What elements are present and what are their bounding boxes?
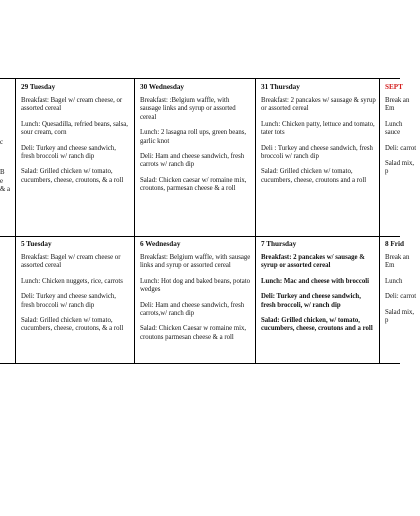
day-heading: SEPT xyxy=(385,83,403,91)
day-cell-friday-8-partial xyxy=(380,237,420,363)
lunch-entry: Lunch sauce xyxy=(385,120,403,137)
breakfast-entry: Breakfast: Belgium waffle, with sausage links and syrup or assorted cereal xyxy=(140,254,251,270)
lunch-entry: Lunch xyxy=(385,277,403,285)
deli-entry: Deli : Turkey and cheese sandwich, fresh broccoli w/ ranch dip xyxy=(261,144,373,161)
day-heading: 7 Thursday xyxy=(261,240,297,248)
day-cell-tuesday-29 xyxy=(16,80,134,236)
day-cell-friday-sept-partial xyxy=(380,80,420,236)
breakfast-entry: Breakfast: Bagel w/ cream cheese or assorted cereal xyxy=(21,254,121,270)
deli-entry: Deli: Turkey and cheese sandwich, fresh broccoli, w/ ranch dip xyxy=(261,293,361,309)
salad-entry: Salad: Grilled chicken w/ tomato, cucumbers, cheese, croutons and a roll xyxy=(261,168,367,184)
left-fragment: e xyxy=(0,177,4,185)
lunch-entry: Lunch: Hot dog and baked beans, potato wedges xyxy=(140,277,251,294)
day-heading: 6 Wednesday xyxy=(140,240,181,248)
day-cell-left-partial xyxy=(0,237,15,363)
salad-entry: Salad mix, p xyxy=(385,160,415,176)
day-heading: 8 Frid xyxy=(385,240,404,248)
day-cell-thursday-7 xyxy=(256,237,379,363)
deli-entry: Deli: Turkey and cheese sandwich, fresh broccoli w/ ranch dip xyxy=(21,293,116,309)
deli-entry: Deli: Turkey and cheese sandwich, fresh broccoli w/ ranch dip xyxy=(21,144,116,161)
lunch-entry: Lunch: Mac and cheese with broccoli xyxy=(261,277,370,285)
salad-entry: Salad: Grilled chicken, w/ tomato, cucumbers, cheese, croutons and a roll xyxy=(261,317,373,333)
lunch-entry: Lunch: 2 lasagna roll ups, green beans, garlic knot xyxy=(140,129,247,145)
left-fragment: & a xyxy=(0,186,11,194)
breakfast-entry: Breakfast: 2 pancakes w/ sausage & syrup or assorted cereal xyxy=(261,97,376,113)
day-cell-thursday-31 xyxy=(256,80,379,236)
day-heading: 30 Wednesday xyxy=(140,83,185,91)
menu-calendar-grid xyxy=(0,78,417,364)
salad-entry: Salad: Chicken caesar w/ romaine mix, croutons, parmesan cheese & a roll xyxy=(140,176,247,193)
day-cell-tuesday-5 xyxy=(16,237,134,363)
breakfast-entry: Break an Em xyxy=(385,97,410,113)
left-fragment: B xyxy=(0,169,5,177)
deli-entry: Deli: Ham and cheese sandwich, fresh carrots,w/ ranch dip xyxy=(140,301,245,318)
lunch-entry: Lunch: Chicken nuggets, rice, carrots xyxy=(21,277,123,285)
day-cell-left-partial xyxy=(0,80,15,236)
salad-entry: Salad: Grilled chicken w/ tomato, cucumbers, cheese, croutons, & a roll xyxy=(21,317,124,333)
lunch-entry: Lunch: Chicken patty, lettuce and tomato, tater tots xyxy=(261,120,375,137)
breakfast-entry: Breakfast: :Belgium waffle, with sausage links and syrup or assorted cereal xyxy=(140,97,236,121)
salad-entry: Salad: Chicken Caesar w romaine mix, croutons parmesan cheese & a roll xyxy=(140,325,247,341)
day-cell-wednesday-6 xyxy=(135,237,255,363)
breakfast-entry: Breakfast: Bagel w/ cream cheese, or assorted cereal xyxy=(21,97,123,113)
breakfast-entry: Break an Em xyxy=(385,254,410,270)
left-fragment: c xyxy=(0,139,4,146)
salad-entry: Salad mix, p xyxy=(385,308,415,325)
lunch-entry: Lunch: Quesadilla, refried beans, salsa, sour cream, corn xyxy=(21,120,129,137)
day-heading: 29 Tuesday xyxy=(21,83,56,91)
deli-entry: Deli: carrot xyxy=(385,144,417,152)
deli-entry: Deli: carrot xyxy=(385,293,417,301)
day-heading: 5 Tuesday xyxy=(21,240,52,248)
day-cell-wednesday-30 xyxy=(135,80,255,236)
deli-entry: Deli: Ham and cheese sandwich, fresh carrots w/ ranch dip xyxy=(140,153,245,169)
day-heading: 31 Thursday xyxy=(261,83,300,91)
breakfast-entry: Breakfast: 2 pancakes w/ sausage & syrup or assorted cereal xyxy=(261,254,365,270)
salad-entry: Salad: Grilled chicken w/ tomato, cucumbers, cheese, croutons, & a roll xyxy=(21,168,124,184)
